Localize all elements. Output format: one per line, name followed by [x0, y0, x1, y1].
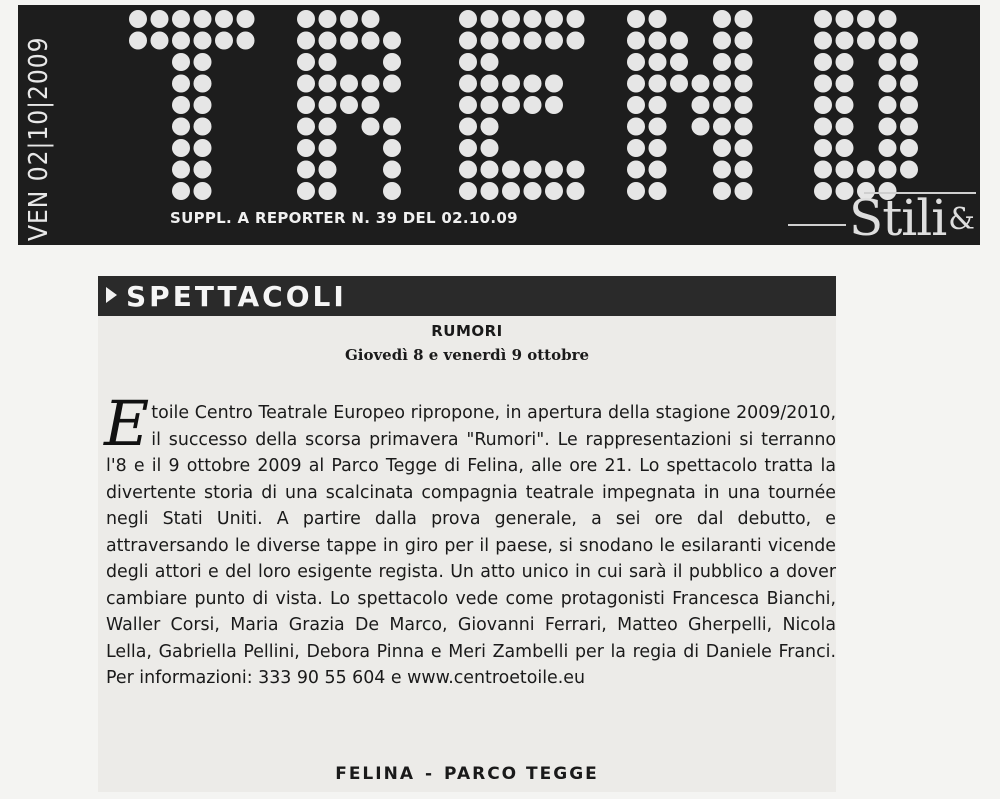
- article-dates: Giovedì 8 e venerdì 9 ottobre: [344, 346, 590, 364]
- section-banner: [98, 276, 836, 316]
- title-dot: [814, 182, 832, 200]
- title-dot: [459, 118, 477, 136]
- title-dot: [713, 161, 731, 179]
- title-dot: [735, 96, 753, 114]
- title-dot: [713, 10, 731, 28]
- title-dot: [735, 161, 753, 179]
- masthead: [18, 5, 980, 245]
- title-dot: [900, 53, 918, 71]
- title-dot: [814, 32, 832, 50]
- title-dot: [670, 53, 688, 71]
- title-dot: [713, 96, 731, 114]
- title-dot: [735, 182, 753, 200]
- title-dot: [459, 96, 477, 114]
- title-dot: [545, 182, 563, 200]
- title-dot: [649, 139, 667, 157]
- title-dot: [319, 118, 337, 136]
- title-dot: [297, 75, 315, 93]
- title-dot: [297, 32, 315, 50]
- section-tag-text: Stili: [848, 189, 947, 245]
- title-dot: [481, 75, 499, 93]
- supplement-line: SUPPL. A REPORTER N. 39 DEL 02.10.09: [170, 209, 518, 227]
- title-dot: [900, 139, 918, 157]
- title-dot: [383, 75, 401, 93]
- title-dot: [567, 10, 585, 28]
- title-dot: [194, 182, 212, 200]
- title-dot: [524, 10, 542, 28]
- title-dot: [362, 75, 380, 93]
- title-dot: [319, 75, 337, 93]
- location-venue: PARCO TEGGE: [444, 764, 599, 784]
- title-dot: [459, 182, 477, 200]
- location-place: FELINA: [335, 764, 415, 784]
- title-dot: [627, 75, 645, 93]
- title-dot: [692, 96, 710, 114]
- article-location: [98, 764, 836, 784]
- title-dot: [900, 32, 918, 50]
- title-dot: [735, 118, 753, 136]
- title-dot: [857, 32, 875, 50]
- title-dot: [502, 161, 520, 179]
- title-dot: [297, 118, 315, 136]
- title-dot: [814, 139, 832, 157]
- title-dot: [459, 32, 477, 50]
- title-dot: [481, 118, 499, 136]
- title-dot: [481, 53, 499, 71]
- title-dot: [857, 10, 875, 28]
- title-dot: [383, 53, 401, 71]
- title-dot: [879, 139, 897, 157]
- title-dot: [879, 10, 897, 28]
- title-dot: [481, 32, 499, 50]
- title-dot: [836, 161, 854, 179]
- title-dot: [713, 139, 731, 157]
- title-dot: [481, 139, 499, 157]
- title-dot: [340, 96, 358, 114]
- title-dot: [649, 96, 667, 114]
- title-dot: [319, 10, 337, 28]
- title-dot: [836, 53, 854, 71]
- title-dot: [627, 10, 645, 28]
- title-dot: [735, 32, 753, 50]
- section-tag-amp: &: [948, 202, 974, 237]
- title-dot: [713, 182, 731, 200]
- title-dot: [297, 161, 315, 179]
- title-dot: [524, 96, 542, 114]
- title-dot: [836, 10, 854, 28]
- title-dot: [362, 32, 380, 50]
- title-dot: [194, 10, 212, 28]
- title-dot: [735, 75, 753, 93]
- title-dot: [172, 182, 190, 200]
- title-dot: [129, 32, 147, 50]
- title-dot: [194, 161, 212, 179]
- title-dot: [194, 32, 212, 50]
- title-dot: [481, 182, 499, 200]
- title-dot: [879, 161, 897, 179]
- section-tag: [849, 189, 974, 245]
- title-dot: [383, 118, 401, 136]
- title-dot: [814, 118, 832, 136]
- title-dot: [215, 10, 233, 28]
- issue-date: VEN 02|10|2009: [24, 36, 54, 241]
- title-dot: [836, 32, 854, 50]
- article-clipping: [98, 276, 836, 792]
- title-dot: [502, 10, 520, 28]
- title-dot: [502, 75, 520, 93]
- title-dot: [502, 32, 520, 50]
- title-dot: [545, 32, 563, 50]
- title-dot: [545, 96, 563, 114]
- title-dot: [814, 96, 832, 114]
- title-dot: [362, 118, 380, 136]
- title-dot: [567, 161, 585, 179]
- title-dot: [297, 182, 315, 200]
- title-dot: [194, 139, 212, 157]
- title-dot: [319, 53, 337, 71]
- title-dot: [194, 96, 212, 114]
- title-dot: [735, 10, 753, 28]
- title-dot: [857, 161, 875, 179]
- title-dot: [735, 139, 753, 157]
- title-dot: [194, 53, 212, 71]
- title-dot: [172, 75, 190, 93]
- title-dot: [172, 96, 190, 114]
- title-dot: [383, 182, 401, 200]
- title-dot: [237, 32, 255, 50]
- title-dot: [481, 10, 499, 28]
- title-dot: [649, 118, 667, 136]
- title-dot: [215, 32, 233, 50]
- title-dot: [713, 118, 731, 136]
- title-dot: [502, 182, 520, 200]
- title-dot: [297, 10, 315, 28]
- title-dot: [481, 161, 499, 179]
- article-body: [104, 387, 836, 692]
- title-dot: [524, 75, 542, 93]
- title-dot: [297, 139, 315, 157]
- section-label: SPETTACOLI: [126, 280, 347, 313]
- title-dot: [900, 118, 918, 136]
- title-dot: [151, 32, 169, 50]
- title-dot: [814, 53, 832, 71]
- title-dot: [194, 75, 212, 93]
- title-dot: [627, 53, 645, 71]
- title-dot: [649, 32, 667, 50]
- article-title: RUMORI: [431, 322, 503, 340]
- title-dot: [362, 96, 380, 114]
- title-dot: [670, 75, 688, 93]
- dot-matrix-title: [118, 5, 968, 205]
- title-dot: [879, 96, 897, 114]
- drop-cap: E: [104, 387, 150, 460]
- title-dot: [297, 53, 315, 71]
- title-dot: [340, 10, 358, 28]
- title-dot: [340, 75, 358, 93]
- title-dot: [459, 139, 477, 157]
- title-dot: [459, 75, 477, 93]
- title-dot: [340, 32, 358, 50]
- title-dot: [172, 118, 190, 136]
- title-dot: [879, 32, 897, 50]
- title-dot: [194, 118, 212, 136]
- title-dot: [879, 75, 897, 93]
- title-dot: [627, 118, 645, 136]
- title-dot: [900, 96, 918, 114]
- title-dot: [129, 10, 147, 28]
- title-dot: [836, 139, 854, 157]
- location-separator: -: [424, 764, 435, 784]
- title-dot: [627, 161, 645, 179]
- title-dot: [297, 96, 315, 114]
- title-dot: [172, 32, 190, 50]
- title-dot: [362, 10, 380, 28]
- title-dot: [459, 53, 477, 71]
- title-dot: [172, 139, 190, 157]
- title-dot: [524, 32, 542, 50]
- title-dot: [627, 139, 645, 157]
- title-dot: [814, 10, 832, 28]
- title-dot: [649, 182, 667, 200]
- title-dot: [383, 32, 401, 50]
- title-dot: [649, 75, 667, 93]
- title-dot: [814, 161, 832, 179]
- title-dot: [627, 182, 645, 200]
- title-dot: [735, 53, 753, 71]
- title-dot: [319, 96, 337, 114]
- title-dot: [814, 75, 832, 93]
- title-dot: [459, 10, 477, 28]
- title-dot: [383, 161, 401, 179]
- title-dot: [879, 53, 897, 71]
- title-dot: [172, 53, 190, 71]
- title-dot: [900, 161, 918, 179]
- title-dot: [383, 139, 401, 157]
- title-dot: [545, 75, 563, 93]
- title-dot: [649, 161, 667, 179]
- tag-rule: [788, 224, 846, 226]
- title-dot: [319, 182, 337, 200]
- title-dot: [713, 53, 731, 71]
- title-dot: [567, 182, 585, 200]
- title-dot: [649, 53, 667, 71]
- title-dot: [545, 161, 563, 179]
- title-dot: [545, 10, 563, 28]
- title-dot: [172, 10, 190, 28]
- title-dot: [627, 96, 645, 114]
- arrow-right-icon: [106, 287, 117, 303]
- title-dot: [567, 32, 585, 50]
- article-body-text: toile Centro Teatrale Europeo ripropone, in apertura della stagione 2009/2010, il successo della scorsa primavera "Rumori". Le rappresentazioni si terranno l'8 e il 9 ottobre 2009 al Parco Tegge di Felina, alle ore 21. Lo spettacolo tratta la divertente storia di una scalcinata compagnia teatrale impegnata in una tournée negli Stati Uniti. A partire dalla prova generale, a sei ore dal debutto, e attraversando le diverse tappe in giro per il paese, si snodano le esilaranti vicende degli attori e del loro esigente regista. Un atto unico in cui sarà il pubblico a dover cambiare punto di vista. Lo spettacolo vede come protagonisti Francesca Bianchi, Waller Corsi, Maria Grazia De Marco, Giovanni Ferrari, Matteo Gherpelli, Nicola Lella, Gabriella Pellini, Debora Pinna e Meri Zambelli per la regia di Daniele Franci. Per informazioni: 333 90 55 604 e www.centroetoile.eu: [106, 403, 836, 688]
- title-dot: [319, 161, 337, 179]
- title-dot: [524, 161, 542, 179]
- title-dot: [524, 182, 542, 200]
- title-dot: [649, 10, 667, 28]
- title-dot: [836, 75, 854, 93]
- title-dot: [692, 75, 710, 93]
- title-dot: [836, 96, 854, 114]
- title-dot: [879, 118, 897, 136]
- title-dot: [713, 75, 731, 93]
- title-dot: [172, 161, 190, 179]
- title-dot: [502, 96, 520, 114]
- title-dot: [237, 10, 255, 28]
- title-dot: [481, 96, 499, 114]
- title-dot: [627, 32, 645, 50]
- title-dot: [319, 139, 337, 157]
- title-dot: [319, 32, 337, 50]
- title-dot: [836, 118, 854, 136]
- title-dot: [670, 32, 688, 50]
- title-dot: [151, 10, 169, 28]
- title-dot: [459, 161, 477, 179]
- title-dot: [900, 75, 918, 93]
- title-dot: [692, 118, 710, 136]
- title-dot: [713, 32, 731, 50]
